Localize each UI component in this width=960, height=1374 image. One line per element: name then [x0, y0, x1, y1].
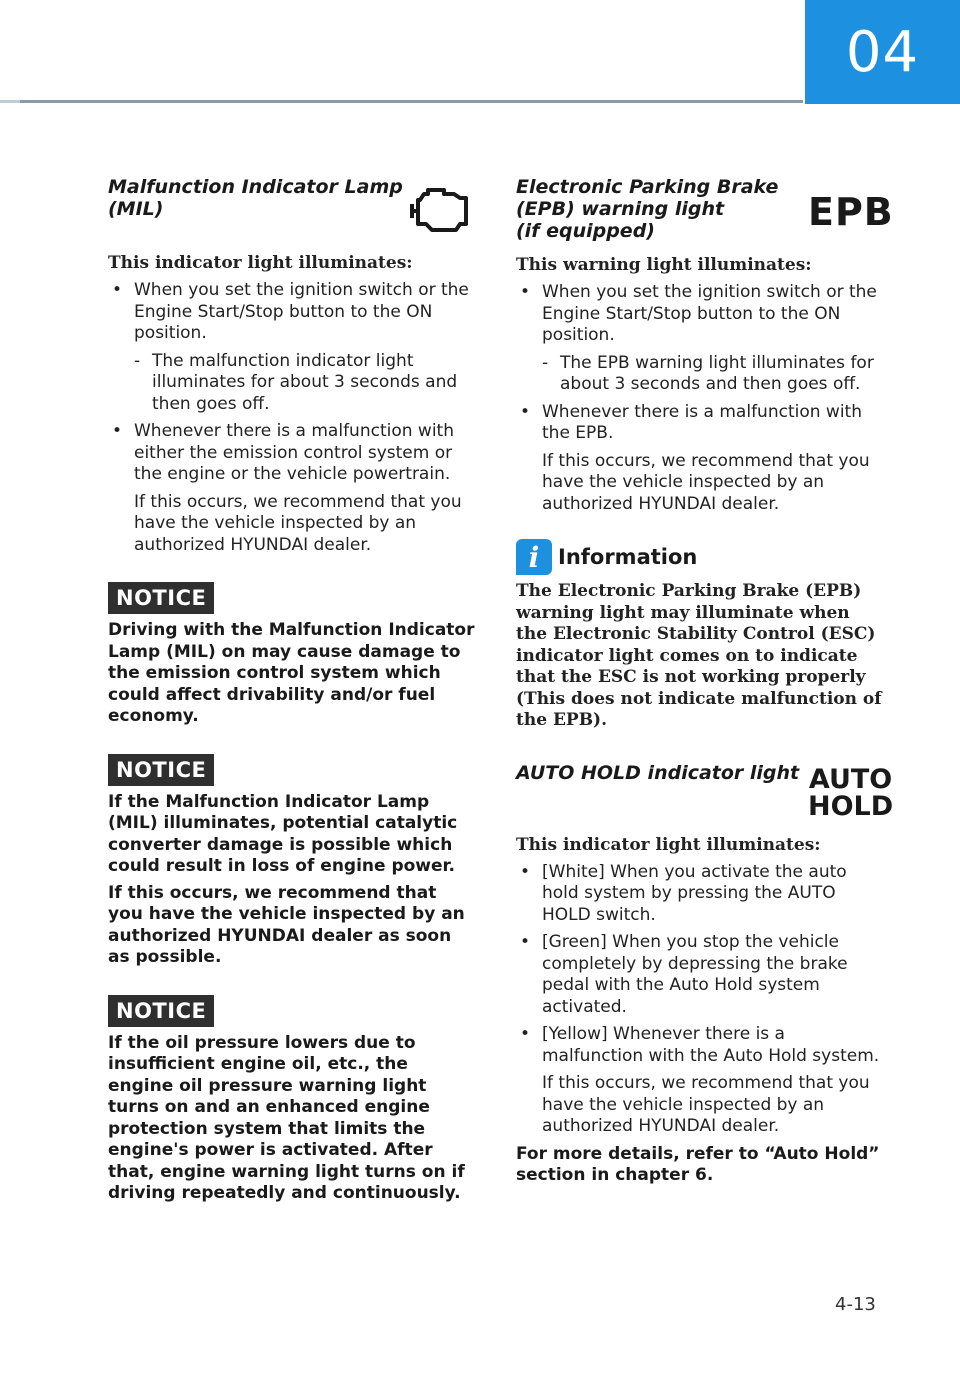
notice-1 [108, 582, 476, 728]
list-item: • When you set the ignition switch or the Engine Start/Stop button to the ON position. - The malfunction indicator light illuminates for about 3 seconds and then goes off. [108, 280, 476, 415]
epb-list [516, 282, 886, 515]
auto-hold-heading [516, 761, 894, 822]
auto-hold-list [516, 862, 886, 1138]
chapter-number: 04 [845, 19, 920, 85]
chapter-tab [805, 0, 960, 104]
notice-badge: NOTICE [108, 995, 214, 1027]
epb-heading [516, 176, 894, 242]
notice-badge: NOTICE [108, 582, 214, 614]
epb-symbol: EPB [808, 190, 894, 234]
information-box [516, 539, 886, 732]
auto-hold-reference: For more details, refer to “Auto Hold” section in chapter 6. [516, 1143, 880, 1185]
information-title: Information [558, 545, 698, 569]
left-column [108, 176, 476, 1205]
list-item: • [Green] When you stop the vehicle completely by depressing the brake pedal with the Auto Hold system activated. [520, 932, 848, 1017]
mil-heading [108, 176, 476, 220]
mil-intro: This indicator light illuminates: [108, 253, 413, 273]
mil-title-line2: (MIL) [108, 198, 164, 220]
right-column [516, 176, 894, 1187]
epb-intro: This warning light illuminates: [516, 255, 812, 275]
mil-list [108, 280, 476, 556]
information-text: The Electronic Parking Brake (EPB) warning light may illuminate when the Electronic Stability Control (ESC) indicator light comes on to indicate that the ESC is not working properly (This does not indicate malfunction of the EPB). [516, 581, 882, 730]
auto-hold-intro: This indicator light illuminates: [516, 834, 821, 855]
epb-title-line3: (if equipped) [516, 220, 655, 242]
mil-title-line1: Malfunction Indicator Lamp [108, 176, 403, 198]
notice-badge: NOTICE [108, 754, 214, 786]
notice-3 [108, 995, 476, 1205]
notice-text: If the Malfunction Indicator Lamp (MIL) illuminates, potential catalytic converter damage is possible which could result in loss of engine power. [108, 791, 458, 876]
notice-2 [108, 754, 476, 969]
notice-text: If the oil pressure lowers due to insufficient engine oil, etc., the engine oil pressure warning light turns on and an enhanced engine protection system that limits the engine's power is activated. After that, engine warning light turns on if driving repeatedly and continuously. [108, 1032, 465, 1203]
list-item: • When you set the ignition switch or the Engine Start/Stop button to the ON position. - The EPB warning light illuminates for about 3 seconds and then goes off. [516, 282, 886, 396]
list-item: • Whenever there is a malfunction with either the emission control system or the engine or the vehicle powertrain. If this occurs, we recommend that you have the vehicle inspected by an authorized HYUNDAI dealer. [112, 421, 462, 555]
auto-hold-title: AUTO HOLD indicator light [516, 761, 800, 784]
notice-text: Driving with the Malfunction Indicator Lamp (MIL) on may cause damage to the emission control system which could affect drivability and/or fuel economy. [108, 620, 475, 726]
sub-item: - The EPB warning light illuminates for about 3 seconds and then goes off. [542, 352, 874, 394]
list-item: • Whenever there is a malfunction with the EPB. If this occurs, we recommend that you have the vehicle inspected by an authorized HYUNDAI dealer. [520, 401, 870, 514]
notice-text: If this occurs, we recommend that you have the vehicle inspected by an authorized HYUNDAI dealer as soon as possible. [108, 882, 465, 967]
page-number: 4-13 [835, 1294, 876, 1315]
epb-title-line1: Electronic Parking Brake [516, 176, 779, 198]
info-icon: i [516, 539, 552, 575]
list-item: • [Yellow] Whenever there is a malfunction with the Auto Hold system. If this occurs, we recommend that you have the vehicle inspected by an authorized HYUNDAI dealer. [520, 1024, 880, 1136]
auto-hold-symbol: AUTO HOLD [808, 763, 894, 822]
epb-title-line2: (EPB) warning light [516, 198, 725, 220]
list-item: • [White] When you activate the auto hold system by pressing the AUTO HOLD switch. [520, 861, 847, 925]
header-rule [0, 100, 803, 103]
engine-check-icon [404, 186, 474, 234]
information-heading [516, 539, 886, 575]
sub-item: - The malfunction indicator light illuminates for about 3 seconds and then goes off. [134, 350, 458, 414]
